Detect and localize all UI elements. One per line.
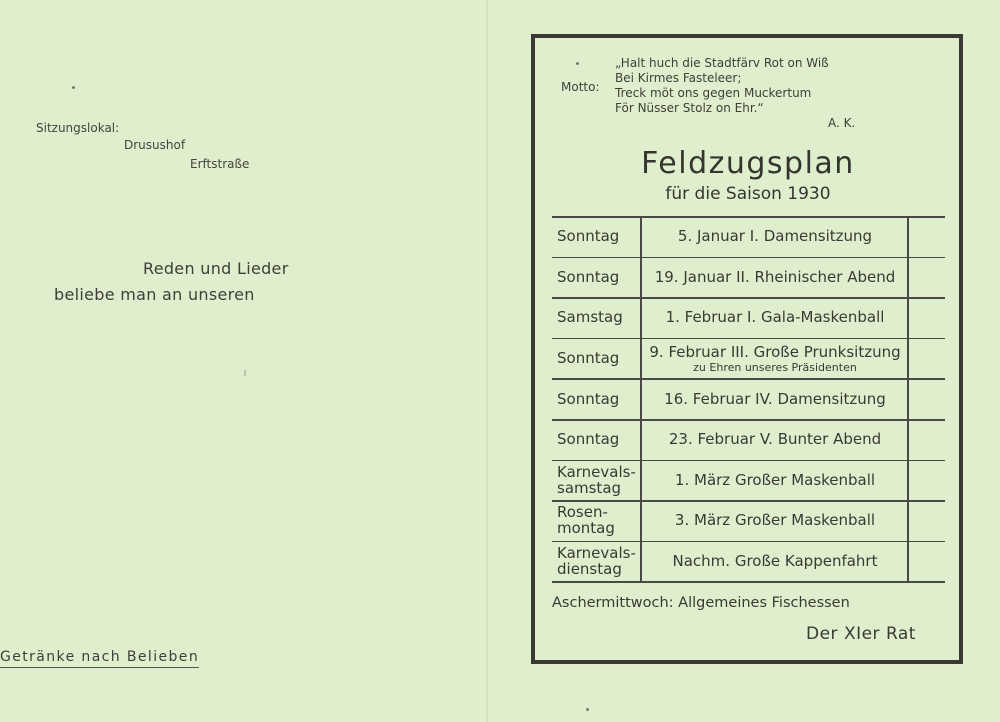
schedule-row	[552, 378, 945, 419]
motto-line: Bei Kirmes Fasteleer;	[615, 71, 742, 85]
drinks-note: Getränke nach Belieben	[0, 649, 199, 668]
schedule-event	[642, 541, 908, 582]
schedule-day: Sonntag	[557, 349, 620, 368]
schedule-event	[642, 297, 908, 338]
schedule-event-text: 3. März Großer Maskenball	[674, 511, 876, 530]
schedule-event-text: 5. Januar I. Damensitzung	[677, 227, 873, 246]
schedule-event-text: 1. Februar I. Gala-Maskenball	[665, 308, 885, 327]
paper-speck	[72, 86, 75, 89]
speech-line-1: Reden und Lieder	[143, 259, 289, 278]
venue-label: Sitzungslokal:	[36, 121, 120, 135]
schedule-event-text: 19. Januar II. Rheinischer Abend	[654, 267, 896, 286]
program-title: Feldzugsplan	[641, 146, 855, 181]
schedule-day: Karnevals- samstag	[557, 462, 636, 497]
motto-label: Motto:	[561, 80, 600, 94]
schedule-row	[552, 257, 945, 298]
speech-line-2: beliebe man an unseren	[54, 285, 255, 304]
schedule-event-text: 16. Februar IV. Damensitzung	[664, 389, 886, 408]
schedule-day: Karnevals- dienstag	[557, 544, 636, 579]
schedule-row	[552, 541, 945, 582]
schedule-event-text: 1. März Großer Maskenball	[674, 470, 876, 489]
signature: Der XIer Rat	[806, 624, 916, 644]
schedule-event-text: Nachm. Große Kappenfahrt	[672, 552, 878, 571]
schedule-row	[552, 297, 945, 338]
venue-street: Erftstraße	[190, 157, 250, 171]
schedule-row	[552, 338, 945, 379]
schedule-row	[552, 460, 945, 501]
motto-line: Treck möt ons gegen Muckertum	[615, 86, 812, 100]
schedule-row	[552, 216, 945, 257]
program-subtitle: für die Saison 1930	[665, 184, 831, 204]
table-rule	[552, 581, 945, 583]
schedule-event-text: 23. Februar V. Bunter Abend	[668, 430, 882, 449]
schedule-day: Sonntag	[557, 227, 620, 246]
schedule-day: Sonntag	[557, 389, 620, 408]
schedule-event-note: zu Ehren unseres Präsidenten	[693, 360, 857, 374]
schedule-day: Sonntag	[557, 267, 620, 286]
schedule-event-text: 9. Februar III. Große Prunksitzung	[649, 342, 901, 361]
schedule-row	[552, 500, 945, 541]
schedule-row	[552, 419, 945, 460]
schedule-day: Sonntag	[557, 430, 620, 449]
schedule-event	[642, 419, 908, 460]
venue-name: Drusushof	[124, 138, 186, 152]
motto-line: „Halt huch die Stadtfärv Rot on Wiß	[615, 56, 829, 70]
schedule-event	[642, 338, 908, 379]
schedule-event	[642, 257, 908, 298]
schedule-event	[642, 378, 908, 419]
schedule-table	[552, 216, 945, 581]
page-fold	[486, 0, 488, 722]
schedule-day: Rosen- montag	[557, 503, 615, 538]
schedule-day: Samstag	[557, 308, 623, 327]
schedule-event	[642, 460, 908, 501]
schedule-event	[642, 216, 908, 257]
ash-wednesday-note: Aschermittwoch: Allgemeines Fischessen	[552, 595, 850, 611]
schedule-event	[642, 500, 908, 541]
paper-speck	[244, 370, 246, 376]
paper-speck	[586, 708, 589, 711]
motto-line: För Nüsser Stolz on Ehr.“	[615, 101, 764, 115]
motto-author: A. K.	[828, 116, 856, 130]
motto-verse	[615, 56, 829, 116]
